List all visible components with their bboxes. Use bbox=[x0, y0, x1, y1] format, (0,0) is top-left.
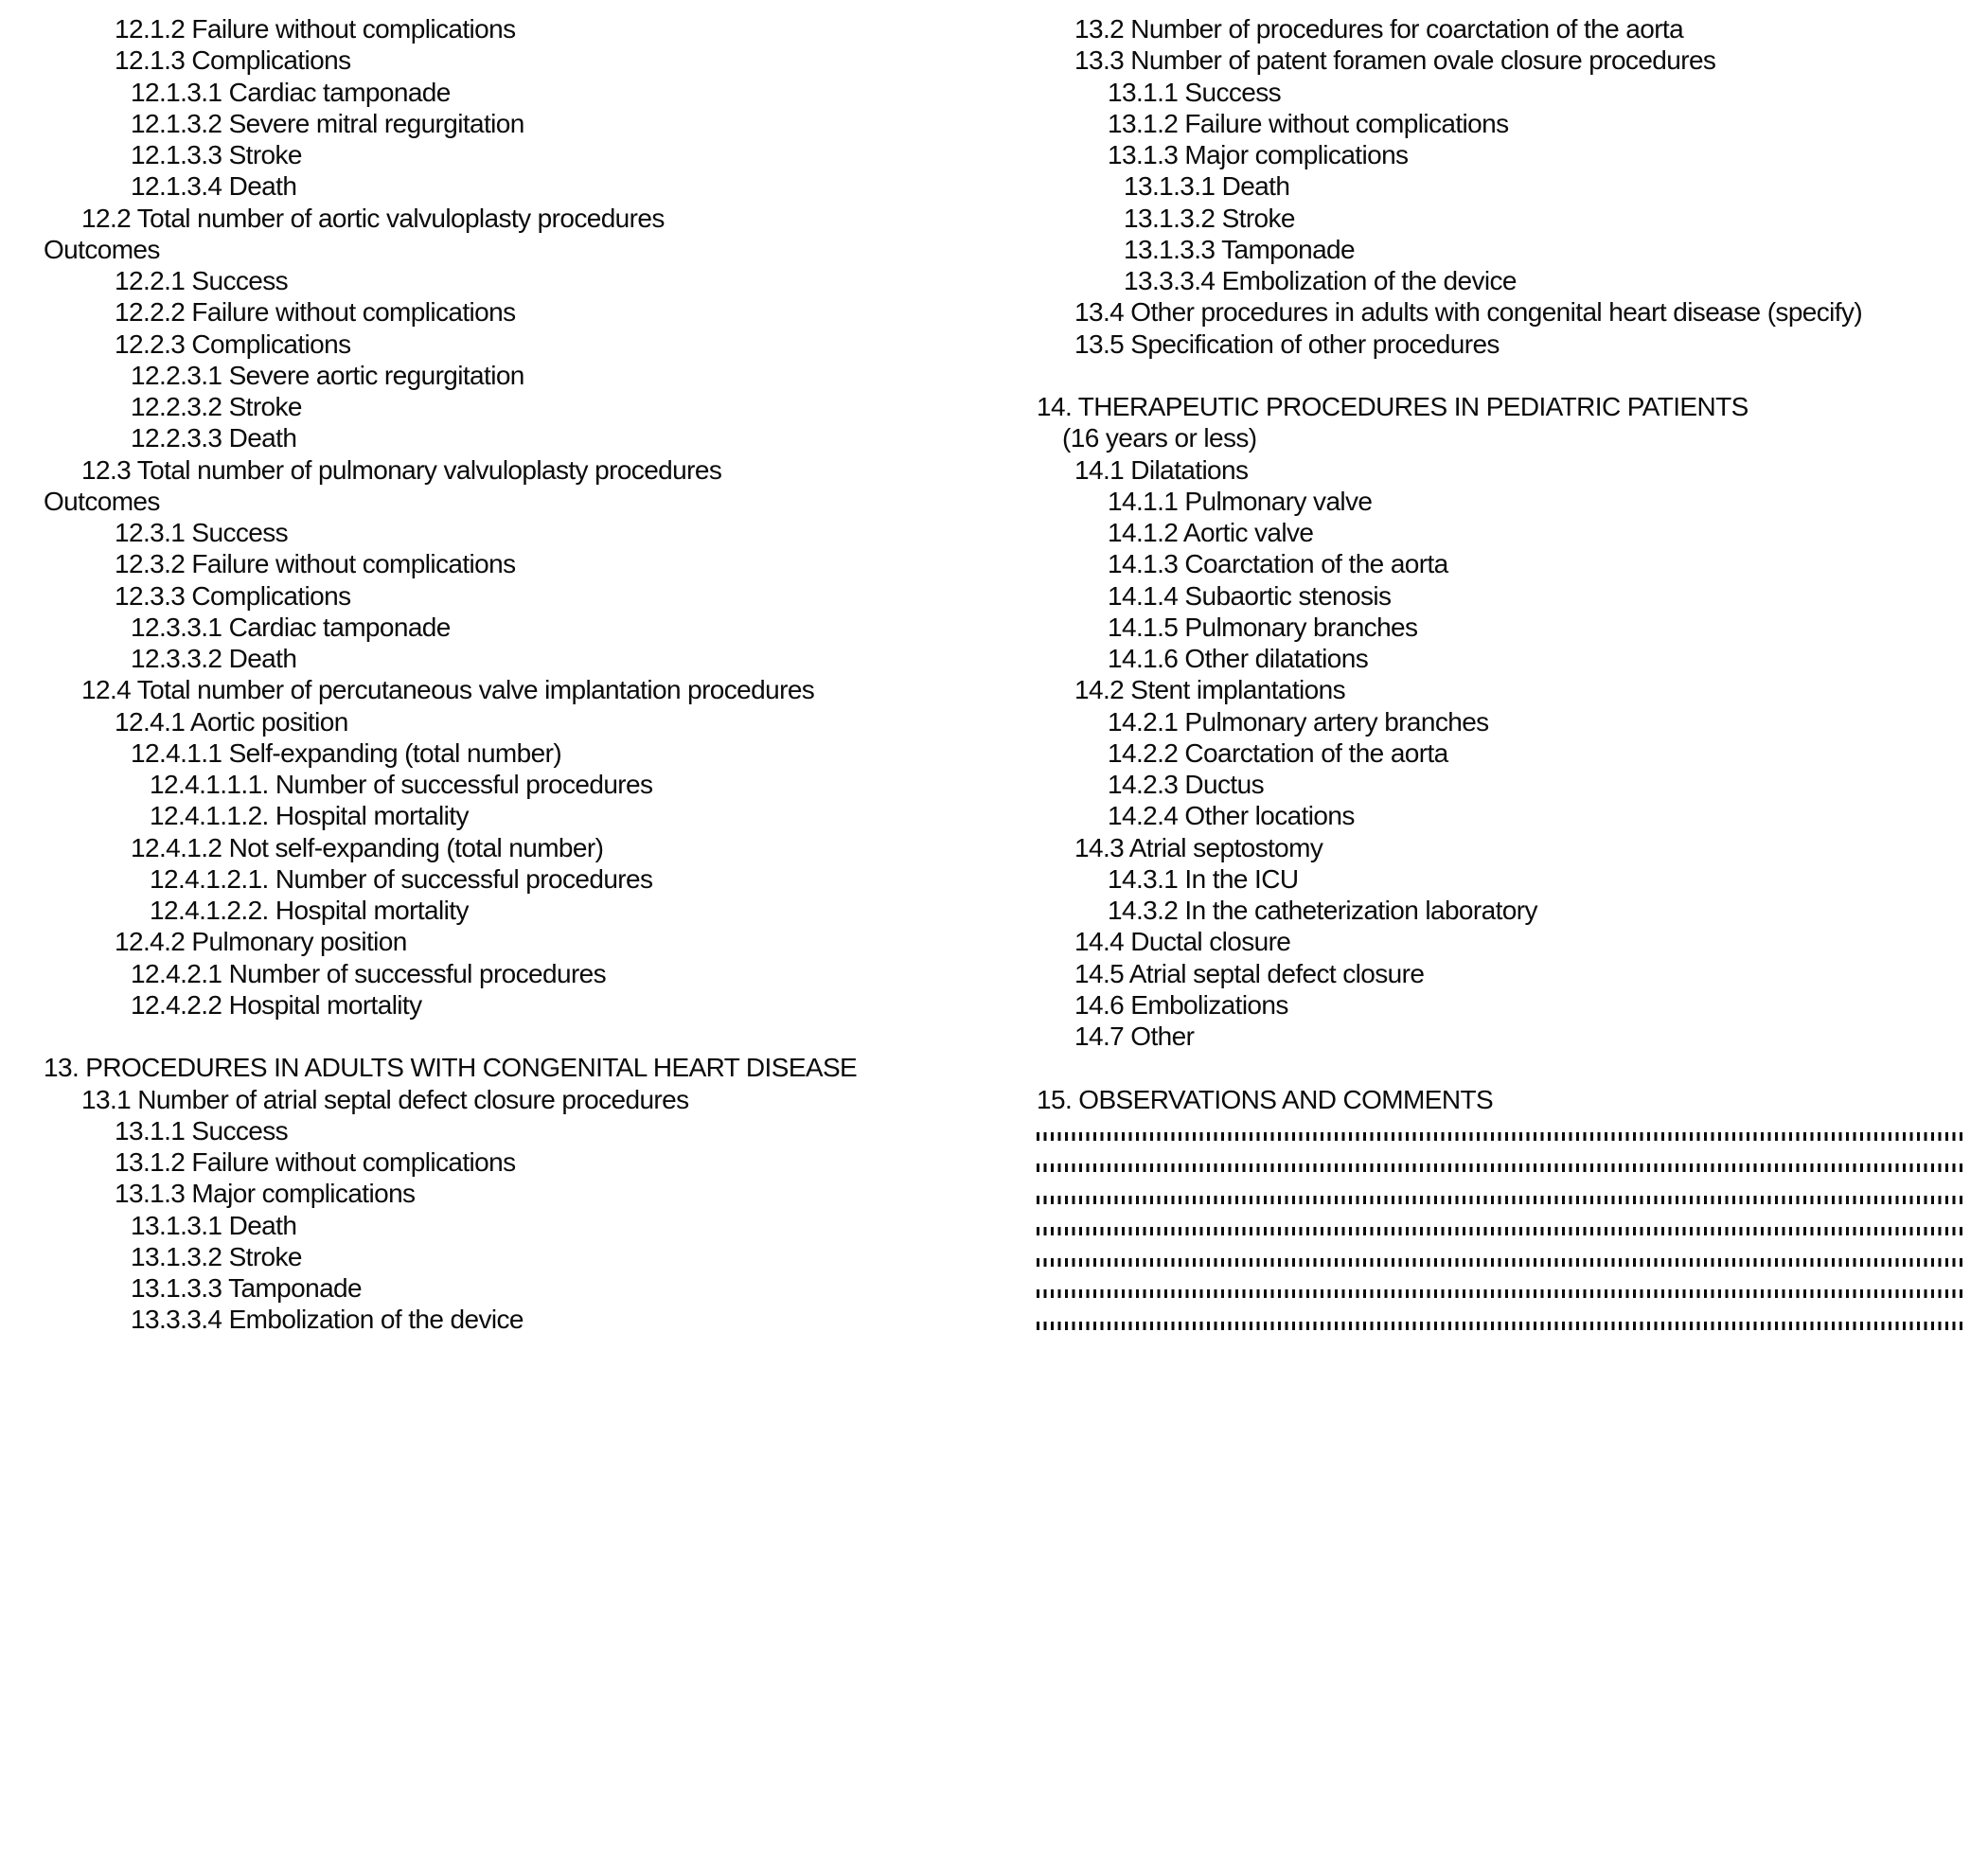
outline-item: 13.5 Specification of other procedures bbox=[1074, 329, 1500, 359]
outline-item: 12.2 Total number of aortic valvuloplasty procedures bbox=[81, 203, 665, 233]
outline-item: 13.1.2 Failure without complications bbox=[115, 1147, 516, 1177]
outline-item: 12.4.1.2.2. Hospital mortality bbox=[150, 896, 469, 925]
dotted-rule bbox=[1037, 1322, 1964, 1330]
outline-item: 13.3 Number of patent foramen ovale closure procedures bbox=[1074, 45, 1716, 76]
outline-item: 14.2.1 Pulmonary artery branches bbox=[1108, 706, 1489, 737]
outline-item: 14.1.2 Aortic valve bbox=[1108, 518, 1314, 547]
comments-dotted-line bbox=[1037, 1272, 1985, 1304]
blank-line bbox=[44, 1021, 1033, 1052]
outline-item: 13.1 Number of atrial septal defect closure procedures bbox=[81, 1084, 689, 1114]
outline-item: 14.1.3 Coarctation of the aorta bbox=[1108, 549, 1448, 579]
outline-item: 14.1.1 Pulmonary valve bbox=[1108, 486, 1373, 516]
dotted-rule bbox=[1037, 1258, 1964, 1267]
outline-item: 13.3.3.4 Embolization of the device bbox=[131, 1305, 524, 1335]
outline-item: 13.1.3.1 Death bbox=[1124, 171, 1290, 202]
outline-item: 12.2.3.3 Death bbox=[131, 423, 297, 453]
outline-item: 14.2.3 Ductus bbox=[1108, 770, 1264, 799]
outline-item: 12.4.2.1 Number of successful procedures bbox=[131, 958, 607, 988]
outline-item: 13.1.3 Major complications bbox=[115, 1179, 416, 1209]
outline-item: 12.3.3 Complications bbox=[115, 580, 351, 611]
outline-item: 12.4.2.2 Hospital mortality bbox=[131, 989, 422, 1020]
outline-item: 12.1.3.4 Death bbox=[131, 171, 297, 202]
outline-item: 13.1.3.3 Tamponade bbox=[1124, 234, 1356, 264]
outline-item: 12.2.3 Complications bbox=[115, 329, 351, 359]
outline-item: 14.3 Atrial septostomy bbox=[1074, 832, 1323, 862]
outline-item: 12.4.1.1.2. Hospital mortality bbox=[150, 801, 469, 831]
outline-item: 13.1.2 Failure without complications bbox=[1108, 108, 1509, 138]
outline-item: 12.1.3 Complications bbox=[115, 45, 351, 76]
outline-item: 12.1.3.3 Stroke bbox=[131, 140, 302, 169]
outline-item: 12.4.1.1 Self-expanding (total number) bbox=[131, 737, 562, 768]
outline-item: 12.4.1.2 Not self-expanding (total number) bbox=[131, 832, 604, 862]
outline-item: 14.2.4 Other locations bbox=[1108, 801, 1355, 831]
dotted-rule bbox=[1037, 1163, 1964, 1172]
outline-item: 14.1.6 Other dilatations bbox=[1108, 644, 1369, 673]
outline-item: 13.1.1 Success bbox=[1108, 77, 1282, 107]
dotted-rule bbox=[1037, 1227, 1964, 1235]
left-column bbox=[44, 13, 1033, 1336]
outline-item: 12.4.2 Pulmonary position bbox=[115, 927, 407, 957]
outline-item: 12.1.3.1 Cardiac tamponade bbox=[131, 77, 451, 107]
outline-item: 12.4 Total number of percutaneous valve implantation procedures bbox=[81, 675, 815, 705]
outline-item: 12.1.3.2 Severe mitral regurgitation bbox=[131, 108, 524, 138]
outline-item: 12.2.2 Failure without complications bbox=[115, 297, 516, 328]
outline-item: 12.4.1.2.1. Number of successful procedures bbox=[150, 863, 653, 894]
outline-item: 13.1.3.3 Tamponade bbox=[131, 1273, 363, 1303]
outline-item: 14.7 Other bbox=[1074, 1021, 1195, 1051]
outline-item: 13.4 Other procedures in adults with congenital heart disease (specify) bbox=[1074, 297, 1863, 328]
outline-item: 14.6 Embolizations bbox=[1074, 989, 1288, 1020]
outline-item: 14.5 Atrial septal defect closure bbox=[1074, 958, 1425, 988]
outline-item: 12.3 Total number of pulmonary valvuloplasty procedures bbox=[81, 454, 722, 485]
outline-item: 13.1.3.2 Stroke bbox=[1124, 203, 1295, 233]
outline-item: 14.4 Ductal closure bbox=[1074, 927, 1291, 957]
section-heading: 15. OBSERVATIONS AND COMMENTS bbox=[1037, 1084, 1494, 1114]
comments-dotted-line bbox=[1037, 1304, 1985, 1335]
comments-dotted-line bbox=[1037, 1210, 1985, 1241]
outline-item: 13.2 Number of procedures for coarctation of the aorta bbox=[1074, 14, 1684, 44]
comments-dotted-line bbox=[1037, 1178, 1985, 1209]
comments-dotted-line bbox=[1037, 1241, 1985, 1272]
right-column bbox=[1037, 13, 1985, 1336]
outline-item: 12.3.1 Success bbox=[115, 518, 289, 547]
blank-line bbox=[1037, 1052, 1985, 1083]
outline-item: Outcomes bbox=[44, 234, 160, 264]
section-heading: 13. PROCEDURES IN ADULTS WITH CONGENITAL HEART DISEASE bbox=[44, 1053, 858, 1083]
outline-item: 12.4.1 Aortic position bbox=[115, 706, 348, 737]
dotted-rule bbox=[1037, 1196, 1964, 1204]
outline-item: 14.2 Stent implantations bbox=[1074, 675, 1346, 705]
outline-item: 14.1 Dilatations bbox=[1074, 454, 1249, 485]
outline-item: Outcomes bbox=[44, 486, 160, 516]
outline-item: 12.1.2 Failure without complications bbox=[115, 14, 516, 44]
outline-item: 12.3.2 Failure without complications bbox=[115, 549, 516, 579]
outline-item: 13.1.3.1 Death bbox=[131, 1210, 297, 1240]
outline-item: 14.1.4 Subaortic stenosis bbox=[1108, 580, 1392, 611]
section-heading: 14. THERAPEUTIC PROCEDURES IN PEDIATRIC PATIENTS bbox=[1037, 392, 1748, 421]
outline-item: 14.3.1 In the ICU bbox=[1108, 863, 1299, 894]
outline-item: 13.1.3.2 Stroke bbox=[131, 1241, 302, 1271]
comments-dotted-line bbox=[1037, 1115, 1985, 1146]
outline-item: 12.2.3.2 Stroke bbox=[131, 392, 302, 421]
outline-item: 13.1.3 Major complications bbox=[1108, 140, 1409, 169]
comments-dotted-line bbox=[1037, 1146, 1985, 1178]
blank-line bbox=[1037, 360, 1985, 391]
outline-item: 14.3.2 In the catheterization laboratory bbox=[1108, 896, 1537, 925]
outline-item: 12.3.3.1 Cardiac tamponade bbox=[131, 612, 451, 642]
outline-item: 12.4.1.1.1. Number of successful procedures bbox=[150, 770, 653, 799]
outline-item: 12.2.1 Success bbox=[115, 266, 289, 295]
outline-item: 14.1.5 Pulmonary branches bbox=[1108, 612, 1418, 642]
dotted-rule bbox=[1037, 1132, 1964, 1141]
dotted-rule bbox=[1037, 1289, 1964, 1298]
outline-item: 13.3.3.4 Embolization of the device bbox=[1124, 266, 1517, 295]
outline-item: 14.2.2 Coarctation of the aorta bbox=[1108, 737, 1448, 768]
outline-item: (16 years or less) bbox=[1062, 423, 1257, 453]
outline-item: 12.2.3.1 Severe aortic regurgitation bbox=[131, 360, 524, 390]
outline-item: 13.1.1 Success bbox=[115, 1115, 289, 1146]
outline-item: 12.3.3.2 Death bbox=[131, 644, 297, 673]
